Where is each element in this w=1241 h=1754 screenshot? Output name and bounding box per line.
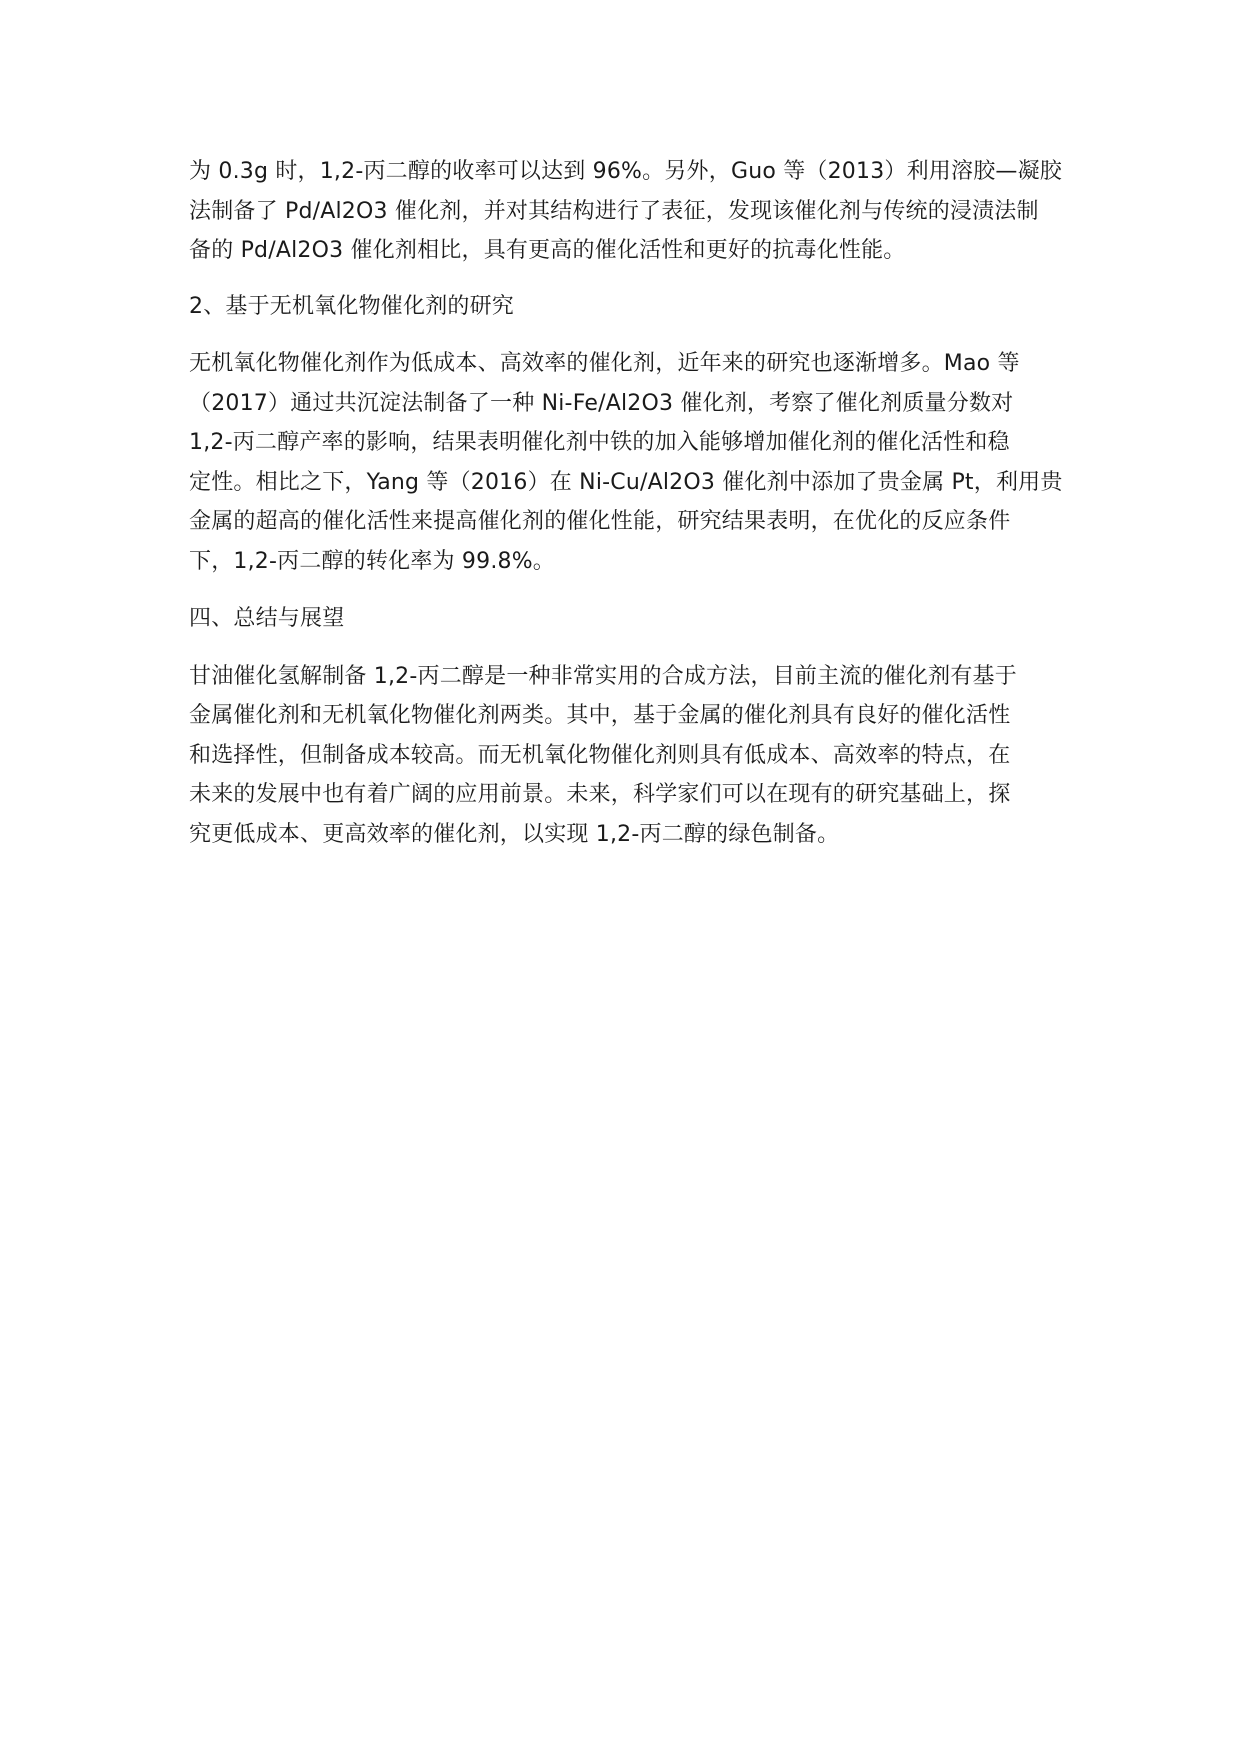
text-line: 金属的超高的催化活性来提高催化剂的催化性能，研究结果表明，在优化的反应条件 — [189, 509, 1011, 534]
text-line: 定性。相比之下，Yang 等（2016）在 Ni-Cu/Al2O3 催化剂中添加了贵金属 Pt，利用贵 — [189, 469, 1063, 495]
paragraph-inorganic-oxide-research — [189, 344, 1061, 581]
text-line: 和选择性，但制备成本较高。而无机氧化物催化剂则具有低成本、高效率的特点，在 — [189, 742, 1011, 768]
text-line: 甘油催化氢解制备 1,2-丙二醇是一种非常实用的合成方法，目前主流的催化剂有基于 — [189, 663, 1017, 689]
section-heading-summary: 四、总结与展望 — [189, 606, 345, 631]
document-page — [189, 152, 1061, 854]
text-line: 金属催化剂和无机氧化物催化剂两类。其中，基于金属的催化剂具有良好的催化活性 — [189, 703, 1011, 728]
text-line: 下，1,2-丙二醇的转化率为 99.8%。 — [189, 548, 556, 574]
text-line: 1,2-丙二醇产率的影响，结果表明催化剂中铁的加入能够增加催化剂的催化活性和稳 — [189, 430, 1010, 455]
text-line: 究更低成本、更高效率的催化剂，以实现 1,2-丙二醇的绿色制备。 — [189, 821, 840, 847]
text-line: 未来的发展中也有着广阔的应用前景。未来，科学家们可以在现有的研究基础上，探 — [189, 782, 1011, 807]
section-heading-inorganic-oxide: 2、基于无机氧化物催化剂的研究 — [189, 293, 514, 319]
text-line: 备的 Pd/Al2O3 催化剂相比，具有更高的催化活性和更好的抗毒化性能。 — [189, 238, 906, 263]
paragraph-catalyst-results — [189, 152, 1061, 271]
text-line: （2017）通过共沉淀法制备了一种 Ni-Fe/Al2O3 催化剂，考察了催化剂质量分数对 — [189, 390, 1014, 416]
text-line: 为 0.3g 时，1,2-丙二醇的收率可以达到 96%。另外，Guo 等（2013）利用溶胶—凝胶 — [189, 159, 1062, 184]
text-line: 无机氧化物催化剂作为低成本、高效率的催化剂，近年来的研究也逐渐增多。Mao 等 — [189, 351, 1020, 376]
text-line: 法制备了 Pd/Al2O3 催化剂，并对其结构进行了表征，发现该催化剂与传统的浸渍法制 — [189, 198, 1039, 224]
paragraph-summary-outlook — [189, 657, 1061, 855]
